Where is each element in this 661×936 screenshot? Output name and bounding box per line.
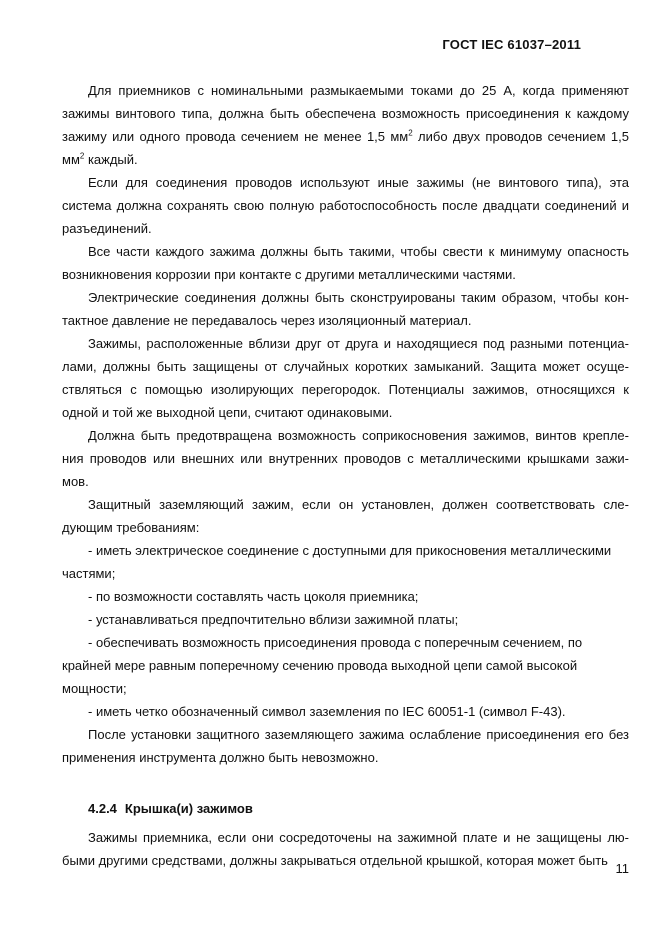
list-item: - иметь электрическое соединение с доступными для прикосновения металлическими частями; xyxy=(62,543,612,581)
paragraph: После установки защитного заземляющего зажима ослабление присоединения его без применения инструмента должно быть невозможно. xyxy=(62,727,629,765)
paragraph xyxy=(62,79,629,171)
paragraph: Зажимы приемника, если они сосредоточены на зажимной плате и не защищены лю-быми другими средствами, должны закрываться отдельной крышкой, которая может быть xyxy=(62,830,629,868)
superscript: 2 xyxy=(79,151,85,161)
paragraph: Должна быть предотвращена возможность соприкосновения зажимов, винтов крепле-ния проводов или внешних или внутренних проводов с металлическими крышками зажи-мов. xyxy=(62,428,629,489)
paragraph-text: Для приемников с номинальными размыкаемыми токами до 25 А, когда применяют зажимы винтового типа, должна быть обеспечена возможность присоединения к каждому зажиму или одного провода сечением не менее 1,5 мм xyxy=(62,83,629,144)
document-header: ГОСТ IEC 61037–2011 xyxy=(442,37,581,52)
list-item: - по возможности составлять часть цоколя приемника; xyxy=(88,589,419,604)
superscript: 2 xyxy=(408,128,413,138)
page-number: 11 xyxy=(615,861,629,876)
list-item: - иметь четко обозначенный символ заземления по IEC 60051-1 (символ F-43). xyxy=(88,704,566,719)
paragraph-text: каждый. xyxy=(84,152,138,167)
paragraph: Если для соединения проводов используют иные зажимы (не винтового типа), эта система должна сохранять свою полную работоспособность после двадцати соединений и разъединений. xyxy=(62,175,629,236)
paragraph: Защитный заземляющий зажим, если он установлен, должен соответствовать сле-дующим требованиям: xyxy=(62,497,629,535)
list-item: - устанавливаться предпочтительно вблизи зажимной платы; xyxy=(88,612,459,627)
paragraph: Все части каждого зажима должны быть такими, чтобы свести к минимуму опасность возникновения коррозии при контакте с другими металлическими частями. xyxy=(62,244,629,282)
section-heading xyxy=(62,797,629,820)
paragraph: Зажимы, расположенные вблизи друг от друга и находящиеся под разными потенциа-лами, должны быть защищены от случайных коротких замыканий. Защита может осуще-ствляться с помощью изолирующих перегородок. Потенциалы зажимов, относящихся к одной и той же выходной цепи, считают одинаковыми. xyxy=(62,336,629,420)
section-title: Крышка(и) зажимов xyxy=(124,801,253,816)
section-number: 4.2.4 xyxy=(88,801,117,816)
list-item: - обеспечивать возможность присоединения провода с поперечным сечением, по крайней мере равным поперечному сечению провода выходной цепи самой высокой мощности; xyxy=(62,635,583,696)
paragraph: Электрические соединения должны быть сконструированы таким образом, чтобы кон-тактное давление не передавалось через изоляционный материал. xyxy=(62,290,629,328)
document-body xyxy=(62,79,629,872)
paragraph-text: либо двух проводов сечением 1,5 мм xyxy=(62,129,629,167)
